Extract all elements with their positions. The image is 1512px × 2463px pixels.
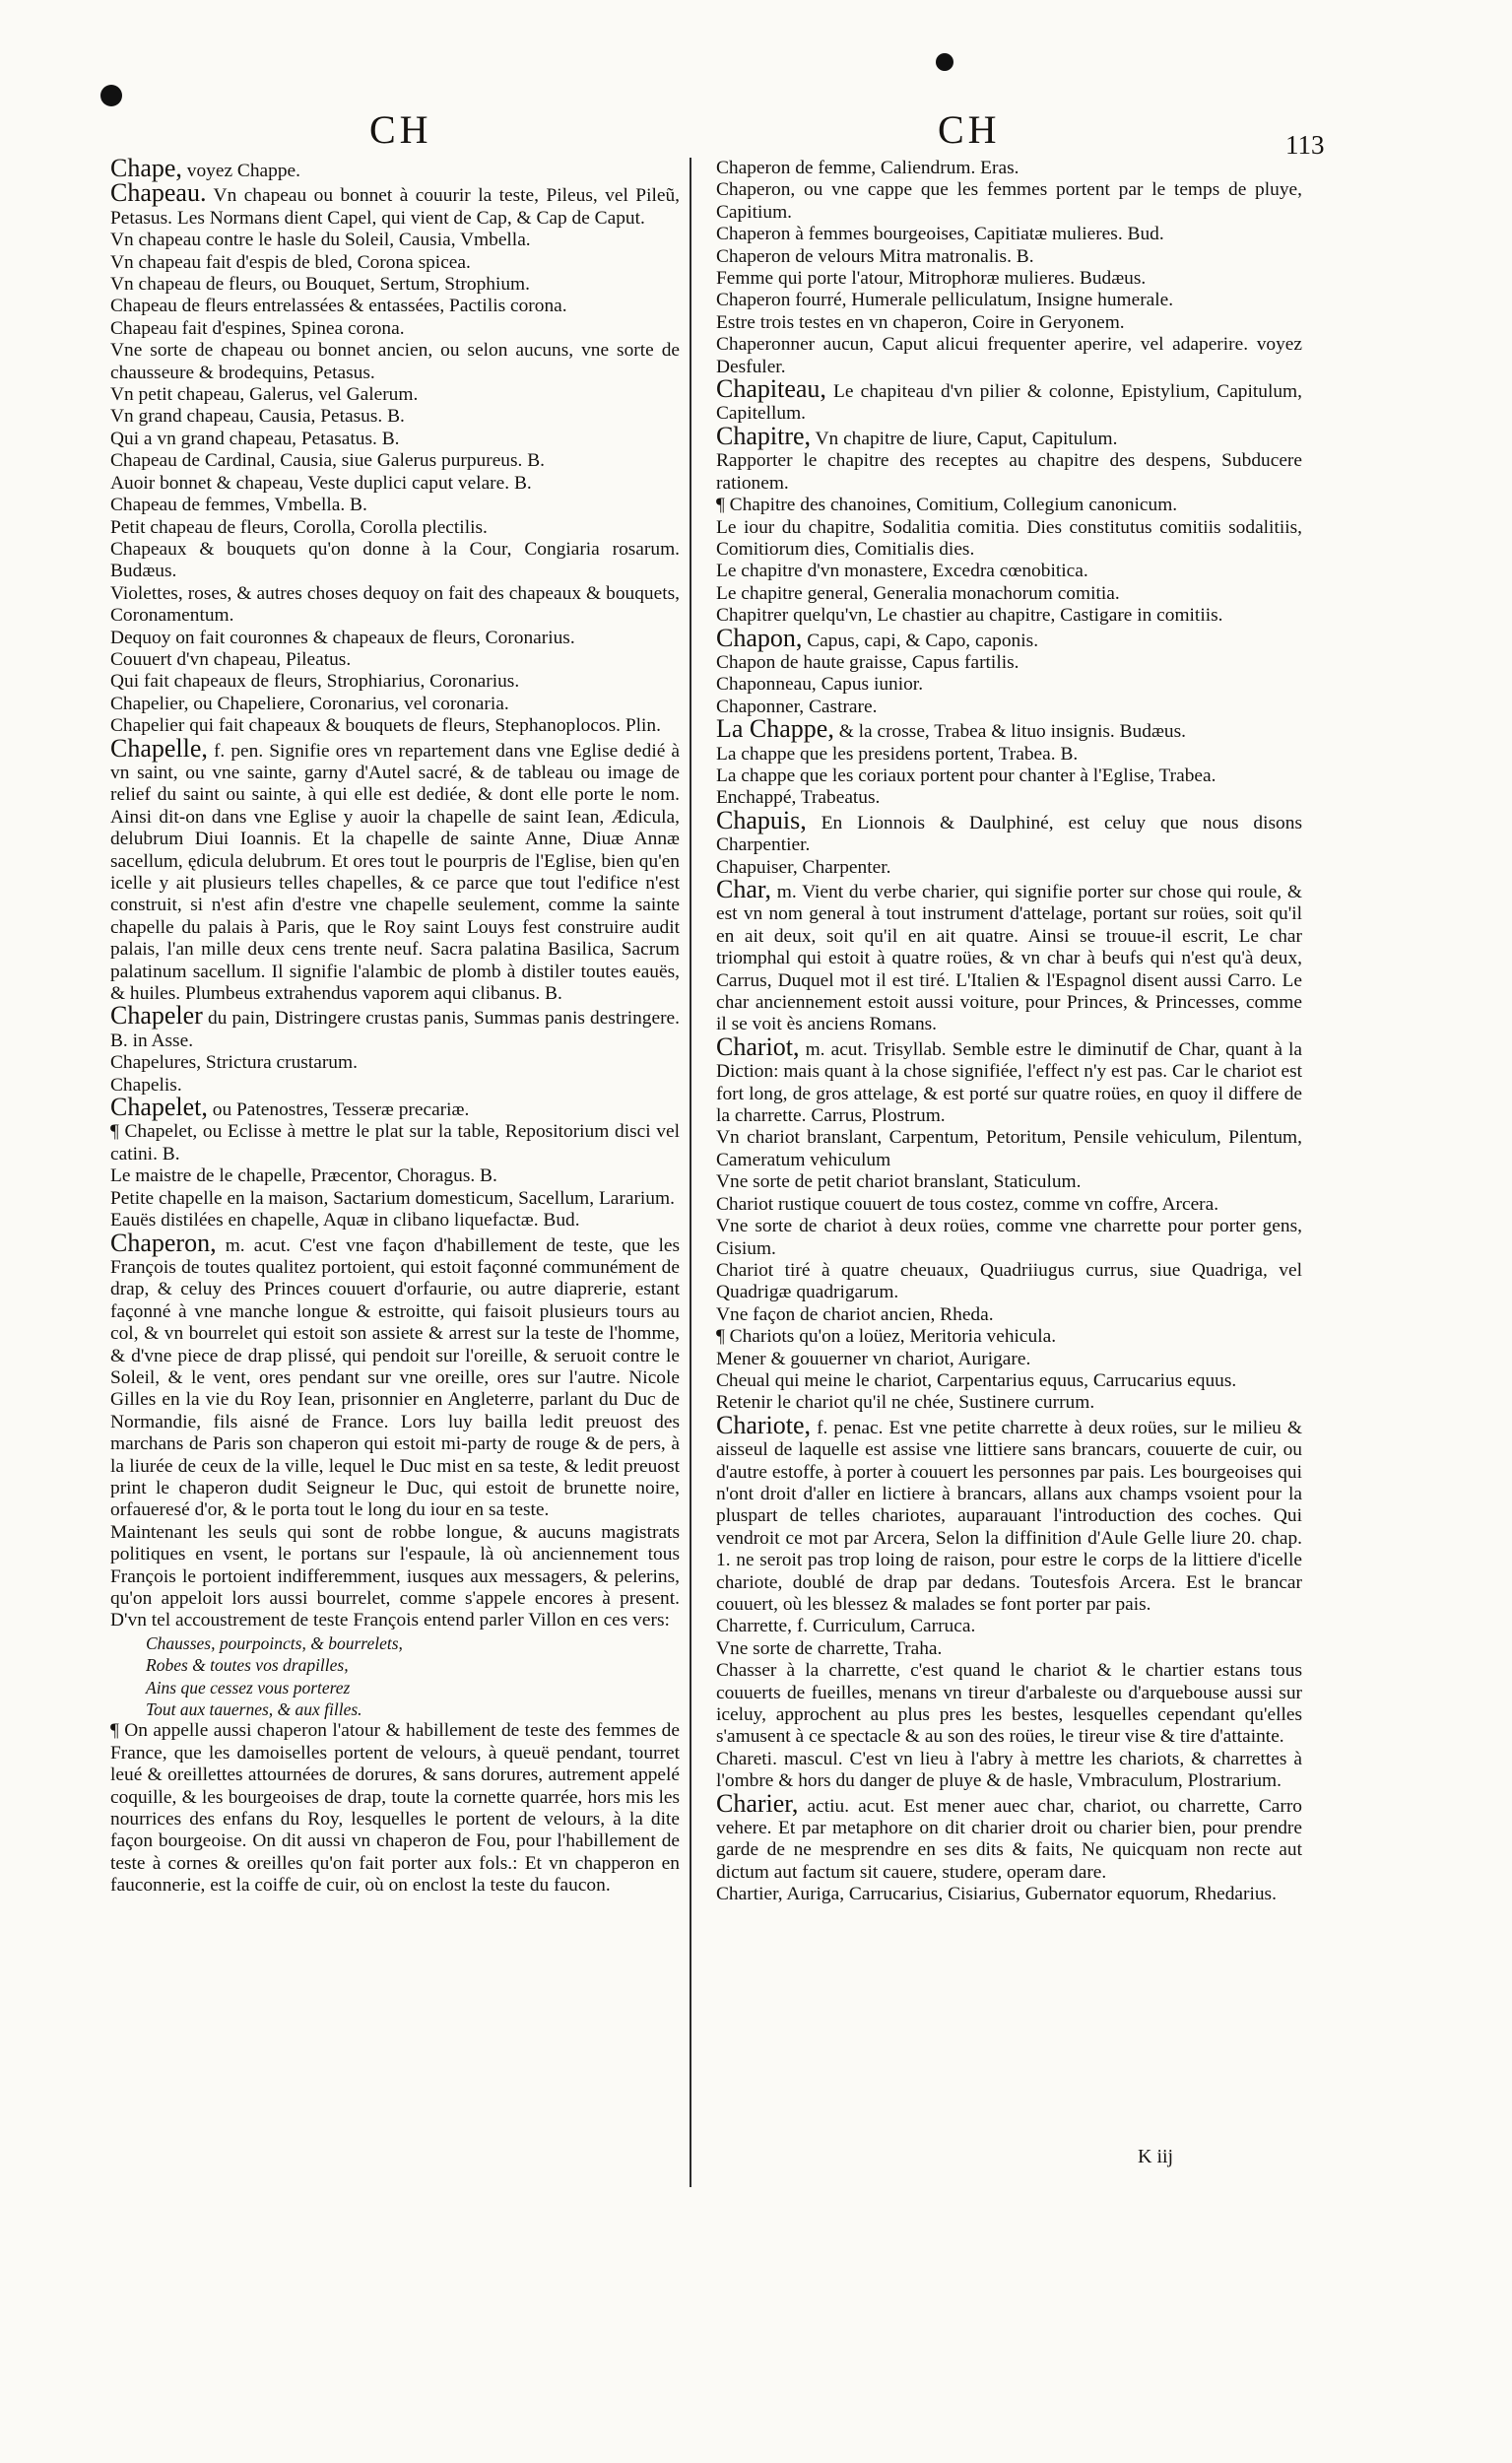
dictionary-entry	[110, 252, 680, 274]
dictionary-entry	[110, 1522, 680, 1632]
left-column	[110, 154, 680, 1897]
entry-text: Charrette, f. Curriculum, Carruca.	[716, 1616, 976, 1637]
dictionary-entry	[716, 744, 1302, 766]
dictionary-entry	[716, 290, 1302, 311]
entry-text: Qui a vn grand chapeau, Petasatus. B.	[110, 428, 400, 449]
entry-text: Couuert d'vn chapeau, Pileatus.	[110, 648, 352, 670]
entry-text: La chappe que les presidens portent, Trabea. B.	[716, 743, 1079, 765]
entry-text: Chapon de haute graisse, Capus fartilis.	[716, 651, 1019, 673]
entry-text: Chapelier, ou Chapeliere, Coronarius, vel coronaria.	[110, 693, 509, 714]
entry-text: La chappe que les coriaux portent pour chanter à l'Eglise, Trabea.	[716, 765, 1216, 786]
dictionary-entry	[716, 1660, 1302, 1749]
dictionary-entry	[716, 1349, 1302, 1370]
dictionary-entry	[716, 246, 1302, 268]
entry-text: Chaponner, Castrare.	[716, 696, 878, 717]
entry-text: Rapporter le chapitre des receptes au chapitre des despens, Subducere rationem.	[716, 450, 1302, 494]
dictionary-entry	[716, 805, 1302, 857]
dictionary-entry	[716, 517, 1302, 562]
entry-headword: Chapelet,	[110, 1093, 208, 1122]
dictionary-entry	[716, 224, 1302, 245]
entry-text: m. acut. Trisyllab. Semble estre le diminutif de Char, quant à la Diction: mais quant à la chose signifiée, l'effect n'y est pas. Car le chariot est fort long, de gros attelage, & est porté sur quatre roües, en quoy il differe de la charrette. Carrus, Plostrum.	[716, 1038, 1302, 1127]
entry-headword: Chapon,	[716, 623, 803, 652]
running-head-left: CH	[369, 107, 432, 152]
page-number: 113	[1285, 130, 1325, 160]
dictionary-entry	[716, 674, 1302, 696]
entry-text: Vn chapeau ou bonnet à couurir la teste, Pileus, vel Pileũ, Petasus. Les Normans dient Capel, qui vient de Cap, & Cap de Caput.	[110, 185, 680, 229]
dictionary-entry	[716, 312, 1302, 334]
entry-text: Le iour du chapitre, Sodalitia comitia. Dies constitutus comitiis sodalitiis, Comitiorum dies, Comitialis dies.	[716, 516, 1302, 560]
entry-text: Petite chapelle en la maison, Sactarium domesticum, Sacellum, Lararium.	[110, 1187, 675, 1209]
entry-headword: Char,	[716, 875, 771, 903]
entry-text: actiu. acut. Est mener auec char, chariot, ou charrette, Carro vehere. Et par metaphore on dit charier droit ou charier bien, pour prendre garde de ne mesprendre en ses dits & faits, Ne quicquam non recte aut dictum aut factum sit cauere, studere, operam dare.	[716, 1795, 1302, 1883]
entry-text: Chapuiser, Charpenter.	[716, 856, 891, 878]
column-rule	[690, 158, 691, 2187]
dictionary-entry	[716, 1370, 1302, 1392]
entry-text: Chapelier qui fait chapeaux & bouquets de fleurs, Stephanoplocos. Plin.	[110, 715, 661, 737]
dictionary-entry	[716, 875, 1302, 1036]
dictionary-entry	[110, 429, 680, 450]
dictionary-entry	[716, 158, 1302, 179]
verse-line: Robes & toutes vos drapilles,	[146, 1655, 349, 1676]
entry-text: Auoir bonnet & chapeau, Veste duplici caput velare. B.	[110, 472, 532, 494]
entry-text: du pain, Distringere crustas panis, Summas panis destringere. B. in Asse.	[110, 1008, 680, 1051]
dictionary-entry	[716, 495, 1302, 516]
dictionary-entry	[110, 539, 680, 583]
dictionary-entry	[716, 1410, 1302, 1617]
entry-text: ¶ Chapitre des chanoines, Comitium, Collegium canonicum.	[716, 495, 1178, 516]
entry-text: & la crosse, Trabea & lituo insignis. Budæus.	[833, 721, 1186, 743]
entry-text: ¶ Chariots qu'on a loüez, Meritoria vehicula.	[716, 1326, 1057, 1348]
entry-text: f. penac. Est vne petite charrette à deux roües, sur le milieu & aisseul de laquelle est assise vne littiere sans brancars, couuerte de cuir, ou d'autre estoffe, à porter à couuert les personnes par pais. Les bourgeoises qui n'ont droit d'aller en lictiere à brancars, allans aux champs vsoient pour la pluspart de telles chariotes, auparauant l'introduction des coches. Qui vendroit ce mot par Arcera, Selon la diffinition d'Aule Gelle liure 20. chap. 1. ne seroit pas trop loing de raison, pour estre le corps de la littiere d'icelle chariote, doublé de drap par dedans. Toutesfois Arcera. Est le brancar couuert, où les blessez & malades se font porter par pais.	[716, 1417, 1302, 1615]
dictionary-entry	[716, 1260, 1302, 1304]
dictionary-entry	[716, 421, 1302, 450]
dictionary-entry	[716, 374, 1302, 426]
entry-text: Chapeau de femmes, Vmbella. B.	[110, 495, 367, 516]
entry-text: Vn chapitre de liure, Caput, Capitulum.	[811, 428, 1118, 449]
signature-mark: K iij	[1138, 2146, 1174, 2167]
entry-text: Maintenant les seuls qui sont de robbe longue, & aucuns magistrats politiques en vsent, le portans sur l'espaule, là où anciennement tous François le portoient indifferemment, iusques aux messagers, & pelerins, qu'on appeloit lors aussi bourrelet, comme s'appele encores à present. D'vn tel accoustrement de teste François entend parler Villon en ces vers:	[110, 1521, 680, 1631]
entry-text: Chapeau de Cardinal, Causia, siue Galerus purpureus. B.	[110, 450, 546, 472]
dictionary-entry	[110, 384, 680, 406]
dictionary-entry	[716, 1749, 1302, 1793]
entry-text: Chaponneau, Capus iunior.	[716, 674, 924, 696]
entry-text: Le chapiteau d'vn pilier & colonne, Epistylium, Capitulum, Capitellum.	[716, 381, 1302, 425]
entry-text: Cheual qui meine le chariot, Carpentarius equus, Carrucarius equus.	[716, 1369, 1237, 1391]
dictionary-entry	[110, 178, 680, 230]
entry-headword: Chariot,	[716, 1032, 800, 1061]
dictionary-entry	[110, 450, 680, 472]
dictionary-entry	[110, 230, 680, 251]
dictionary-entry	[716, 1171, 1302, 1193]
dictionary-entry	[716, 1194, 1302, 1216]
ink-blot	[936, 53, 953, 71]
entry-text: Vn petit chapeau, Galerus, vel Galerum.	[110, 384, 419, 406]
entry-text: Chaperon de velours Mitra matronalis. B.	[716, 245, 1034, 267]
dictionary-entry	[716, 1326, 1302, 1348]
entry-text: ¶ On appelle aussi chaperon l'atour & habillement de teste des femmes de France, que les damoiselles portent de velours, à queuë pendant, tourret leué & oreillettes attournées de dorures, & sans dorures, autrement appelé coquille, & les bourgeoises de drap, toute la cornette quarrée, hors mis les nourrices des enfans du Roy, lesquelles le portent de velours, à la dite façon bourgeoise. On dit aussi vn chaperon de Fou, pour l'habillement de teste à cornes & oreilles qu'on fait porter aux fols.: Et vn chapperon en fauconnerie, est la coiffe de cuir, où on enclost la teste du faucon.	[110, 1720, 680, 1897]
entry-text: Chareti. mascul. C'est vn lieu à l'abry à mettre les chariots, & charrettes à l'ombre & hors du danger de pluye & de hasle, Vmbraculum, Plostrarium.	[716, 1748, 1302, 1792]
entry-text: Chaperon, ou vne cappe que les femmes portent par le temps de pluye, Capitium.	[716, 179, 1302, 223]
entry-text: Le maistre de le chapelle, Præcentor, Choragus. B.	[110, 1165, 497, 1187]
dictionary-entry	[716, 583, 1302, 605]
dictionary-entry	[716, 1127, 1302, 1171]
dictionary-entry	[110, 694, 680, 715]
entry-text: Chapeau fait d'espines, Spinea corona.	[110, 317, 405, 339]
dictionary-entry	[110, 1228, 680, 1522]
entry-text: Chapeau de fleurs entrelassées & entassées, Pactilis corona.	[110, 296, 567, 317]
entry-text: Violettes, roses, & autres choses dequoy on fait des chapeaux & bouquets, Coronamentum.	[110, 582, 680, 627]
entry-text: Chapelis.	[110, 1074, 182, 1096]
verse-line: Ains que cessez vous porterez	[146, 1677, 351, 1697]
dictionary-entry	[110, 1720, 680, 1897]
dictionary-entry	[110, 583, 680, 628]
verse-line: Chausses, pourpoincts, & bourrelets,	[146, 1632, 403, 1653]
entry-text: Eauës distilées en chapelle, Aquæ in clibano liquefactæ. Bud.	[110, 1210, 580, 1232]
entry-text: En Lionnois & Daulphiné, est celuy que nous disons Charpentier.	[716, 812, 1302, 856]
dictionary-entry	[110, 1093, 680, 1122]
dictionary-entry	[110, 340, 680, 384]
dictionary-entry	[716, 1638, 1302, 1660]
dictionary-entry	[110, 406, 680, 428]
entry-text: Qui fait chapeaux de fleurs, Strophiarius, Coronarius.	[110, 671, 520, 693]
dictionary-entry	[110, 1188, 680, 1210]
entry-text: Chartier, Auriga, Carrucarius, Cisiarius, Gubernator equorum, Rhedarius.	[716, 1884, 1277, 1905]
entry-headword: Chapeau.	[110, 178, 207, 208]
dictionary-entry	[716, 334, 1302, 378]
dictionary-entry	[110, 1001, 680, 1052]
entry-text: Chapeaux & bouquets qu'on donne à la Cour, Congiaria rosarum. Budæus.	[110, 538, 680, 582]
entry-headword: Charier,	[716, 1788, 799, 1818]
verse-line: Tout aux tauernes, & aux filles.	[146, 1699, 362, 1720]
entry-text: Dequoy on fait couronnes & chapeaux de fleurs, Coronarius.	[110, 627, 575, 648]
entry-text: Chaperonner aucun, Caput alicui frequenter aperire, vel adaperire. voyez Desfuler.	[716, 334, 1302, 377]
entry-headword: Chapelle,	[110, 733, 208, 763]
entry-text: Vn chapeau de fleurs, ou Bouquet, Sertum, Strophium.	[110, 274, 530, 296]
dictionary-entry	[716, 605, 1302, 627]
entry-text: Chaperon à femmes bourgeoises, Capitiatæ mulieres. Bud.	[716, 224, 1164, 245]
entry-headword: Chapitre,	[716, 421, 812, 450]
entry-text: Vn grand chapeau, Causia, Petasus. B.	[110, 406, 405, 428]
dictionary-entry	[716, 179, 1302, 224]
entry-text: Vne façon de chariot ancien, Rheda.	[716, 1303, 994, 1325]
dictionary-entry	[716, 652, 1302, 674]
entry-text: Chaperon fourré, Humerale pelliculatum, Insigne humerale.	[716, 290, 1174, 311]
entry-text: Chasser à la charrette, c'est quand le chariot & le chartier estans tous couuerts de fueilles, menans vn tireur d'arbaleste ou d'arquebouse aussi sur iceluy, approchent au plus pres les bestes, lesquelles cependant qu'elles s'amusent à ce spectacle & au son des roües, le tireur vise & tire d'attainte.	[716, 1660, 1302, 1748]
dictionary-entry	[716, 1616, 1302, 1637]
dictionary-entry	[716, 1788, 1302, 1885]
dictionary-entry	[110, 733, 680, 1006]
ink-blot	[100, 85, 122, 106]
entry-text: Chariot rustique couuert de tous costez, comme vn coffre, Arcera.	[716, 1193, 1219, 1215]
running-head-right: CH	[938, 107, 1001, 152]
entry-text: ¶ Chapelet, ou Eclisse à mettre le plat sur la table, Repositorium disci vel catini. B.	[110, 1121, 680, 1165]
dictionary-entry	[110, 671, 680, 693]
entry-text: Vne sorte de chapeau ou bonnet ancien, ou selon aucuns, vne sorte de chausseure & brodequins, Petasus.	[110, 340, 680, 383]
entry-text: Capus, capi, & Capo, caponis.	[802, 630, 1039, 651]
entry-text: Estre trois testes en vn chaperon, Coire in Geryonem.	[716, 311, 1125, 333]
entry-text: Le chapitre general, Generalia monachorum comitia.	[716, 582, 1120, 604]
dictionary-entry	[716, 857, 1302, 879]
dictionary-entry	[716, 1884, 1302, 1905]
entry-text: Vn chariot branslant, Carpentum, Petoritum, Pensile vehiculum, Pilentum, Cameratum vehiculum	[716, 1127, 1302, 1170]
entry-text: Petit chapeau de fleurs, Corolla, Corolla plectilis.	[110, 516, 488, 538]
entry-text: Vne sorte de petit chariot branslant, Staticulum.	[716, 1171, 1082, 1193]
entry-text: Vne sorte de chariot à deux roües, comme vne charrette pour porter gens, Cisium.	[716, 1216, 1302, 1259]
entry-text: Retenir le chariot qu'il ne chée, Sustinere currum.	[716, 1392, 1095, 1414]
entry-headword: La Chappe,	[716, 714, 834, 744]
entry-text: Chapitrer quelqu'vn, Le chastier au chapitre, Castigare in comitiis.	[716, 605, 1223, 627]
dictionary-entry	[716, 1304, 1302, 1326]
dictionary-entry	[716, 766, 1302, 787]
entry-text: m. acut. C'est vne façon d'habillement de teste, que les François de toutes qualitez portoient, qui estoit façonné communément de drap, & celuy des Princes couuert d'orfaurie, ou autre diaprerie, estant façonné à vne manche longue & estroitte, qui faisoit plusieurs tours au col, & vn bourrelet qui estoit son assiete & arrest sur la teste de l'homme, & d'vne piece de drap plissé, qui pendoit sur l'oreille, & seruoit contre le Soleil, & le vent, ores pendant sur vne oreille, ores sur l'autre. Nicole Gilles en la vie du Roy Iean, prisonnier en Angleterre, parlant du Duc de Normandie, fils aisné de France. Lors luy bailla ledit preuost des marchans de Paris son chaperon qui estoit mi-party de rouge & de pers, à la liurée de ceux de la ville, lequel le Duc mist en sa teste, & ledit preuost print le chaperon dudit Seigneur le Duc, qui estoit de brunette noire, orfaueresé d'or, & le porta tout le long du iour en sa teste.	[110, 1234, 680, 1521]
dictionary-entry	[110, 1165, 680, 1187]
dictionary-entry	[110, 473, 680, 495]
entry-text: ou Patenostres, Tesseræ precariæ.	[207, 1099, 470, 1121]
dictionary-entry	[110, 318, 680, 340]
entry-text: Vne sorte de charrette, Traha.	[716, 1637, 943, 1659]
entry-text: Enchappé, Trabeatus.	[716, 787, 881, 809]
entry-text: Chariot tiré à quatre cheuaux, Quadriiugus currus, siue Quadriga, vel Quadrigæ quadrigarum.	[716, 1259, 1302, 1303]
dictionary-entry	[716, 450, 1302, 495]
entry-text: Le chapitre d'vn monastere, Excedra cœnobitica.	[716, 561, 1088, 582]
entry-text: f. pen. Signifie ores vn repartement dans vne Eglise dedié à vn saint, ou vne sainte, garny d'Autel sacré, & de tableau ou image de relief du saint ou sainte, à qui elle est dediée, & dont elle porte le nom. Ainsi dit-on dans vne Eglise y auoir la chapelle de saint Iean, Ædicula, delubrum Diui Ioannis. Et la chapelle de sainte Anne, Diuæ Annæ sacellum, ędicula delubrum. Et ores tout le pourpris de l'Eglise, bien qu'en icelle y ait plusieurs telles chapelles, & ce parce que tout l'edifice n'est construit, si n'est afin d'estre vne chapelle seulement, comme la sainte chapelle du palais à Paris, que le Roy saint Louys fest construire audit palais, l'an mille deux cens trente neuf. Sacra palatina Basilica, Sacrum palatinum sacellum. Il signifie l'alambic de plomb à distiler toutes eauës, & huiles. Plumbeus extrahendus vaporem aqui clibanus. B.	[110, 740, 680, 1005]
dictionary-entry	[110, 1052, 680, 1074]
dictionary-entry	[716, 714, 1302, 744]
dictionary-entry	[110, 649, 680, 671]
entry-headword: Chape,	[110, 154, 182, 182]
entry-text: m. Vient du verbe charier, qui signifie porter sur chose qui roule, & est vn nom general à tout instrument d'attelage, portant sur roües, soit qu'il en ait deux, soit qu'il en ait quatre. Ainsi se trouue-il escrit, Le char triomphal qui estoit à quatre roües, & vn char à beufs qui n'est qu'à deux, Carrus, Duquel mot il est tiré. L'Italien & l'Espagnol disent aussi Carro. Le char anciennement estoit aussi voiture, pour Princes, & Princesses, comme il se voit ès anciens Romans.	[716, 882, 1302, 1035]
entry-headword: Chapiteau,	[716, 374, 826, 404]
entry-text: Mener & gouuerner vn chariot, Aurigare.	[716, 1348, 1031, 1369]
entry-text: Femme qui porte l'atour, Mitrophoræ mulieres. Budæus.	[716, 268, 1147, 290]
right-column	[716, 158, 1302, 1906]
dictionary-entry	[110, 274, 680, 296]
dictionary-entry	[716, 1216, 1302, 1260]
entry-headword: Chapeler	[110, 1001, 203, 1031]
dictionary-entry	[110, 628, 680, 649]
entry-headword: Chaperon,	[110, 1228, 217, 1257]
entry-text: Chaperon de femme, Caliendrum. Eras.	[716, 158, 1019, 178]
dictionary-entry	[716, 561, 1302, 582]
dictionary-entry	[110, 517, 680, 539]
entry-text: voyez Chappe.	[181, 161, 300, 181]
dictionary-entry	[110, 495, 680, 516]
dictionary-entry	[110, 1121, 680, 1165]
entry-headword: Chapuis,	[716, 805, 807, 834]
entry-text: Vn chapeau contre le hasle du Soleil, Causia, Vmbella.	[110, 230, 531, 251]
dictionary-entry	[716, 268, 1302, 290]
dictionary-entry	[110, 296, 680, 317]
entry-text: Chapelures, Strictura crustarum.	[110, 1052, 358, 1074]
dictionary-entry	[716, 623, 1302, 652]
dictionary-entry	[716, 1032, 1302, 1128]
entry-text: Vn chapeau fait d'espis de bled, Corona spicea.	[110, 251, 471, 273]
entry-headword: Chariote,	[716, 1410, 812, 1439]
